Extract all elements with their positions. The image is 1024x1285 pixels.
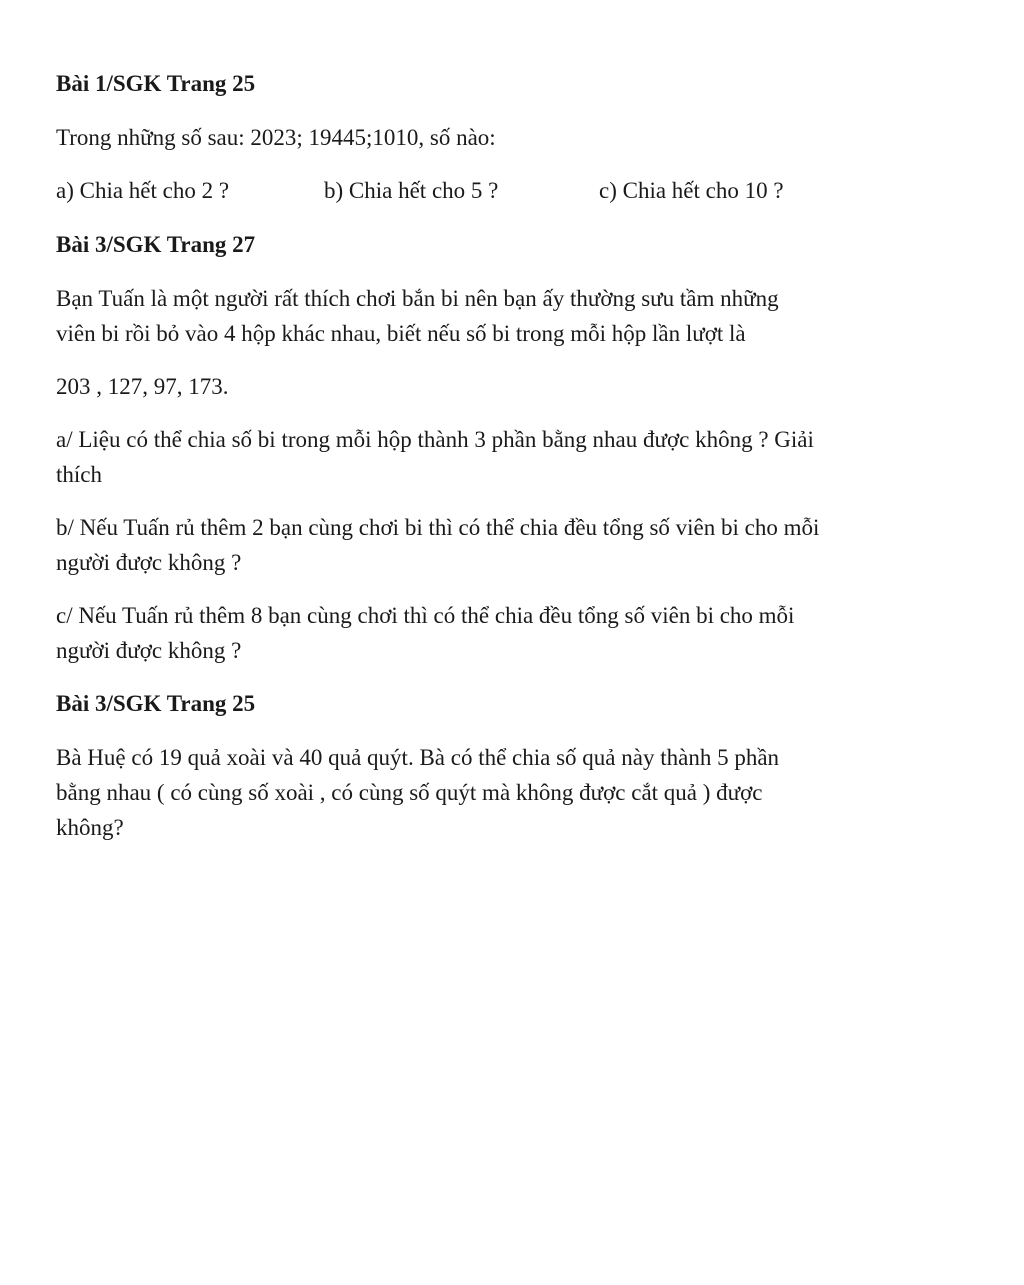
section2-part-a-line2: thích bbox=[56, 462, 102, 487]
document-page bbox=[56, 66, 956, 845]
section3-line3: không? bbox=[56, 815, 124, 840]
section3-heading: Bài 3/SGK Trang 25 bbox=[56, 691, 256, 716]
section2-part-c-line1: c/ Nếu Tuấn rủ thêm 8 bạn cùng chơi thì có thể chia đều tổng số viên bi cho mỗi bbox=[56, 603, 795, 628]
section1-options bbox=[56, 173, 956, 209]
section2-intro-line1: Bạn Tuấn là một người rất thích chơi bắn bi nên bạn ấy thường sưu tầm những bbox=[56, 286, 779, 311]
section2-part-a-line1: a/ Liệu có thể chia số bi trong mỗi hộp thành 3 phần bằng nhau được không ? Giải bbox=[56, 427, 814, 452]
option-b: b) Chia hết cho 5 ? bbox=[324, 178, 499, 203]
section2-part-b-line2: người được không ? bbox=[56, 550, 242, 575]
section2-intro-line2: viên bi rồi bỏ vào 4 hộp khác nhau, biết nếu số bi trong mỗi hộp lần lượt là bbox=[56, 321, 746, 346]
section3-line2: bằng nhau ( có cùng số xoài , có cùng số quýt mà không được cắt quả ) được bbox=[56, 780, 763, 805]
section2-numbers: 203 , 127, 97, 173. bbox=[56, 374, 229, 399]
option-a: a) Chia hết cho 2 ? bbox=[56, 178, 230, 203]
section1-heading: Bài 1/SGK Trang 25 bbox=[56, 71, 256, 96]
section2-heading: Bài 3/SGK Trang 27 bbox=[56, 232, 256, 257]
section3-line1: Bà Huệ có 19 quả xoài và 40 quả quýt. Bà có thể chia số quả này thành 5 phần bbox=[56, 745, 780, 770]
option-c: c) Chia hết cho 10 ? bbox=[599, 178, 784, 203]
section1-question: Trong những số sau: 2023; 19445;1010, số nào: bbox=[56, 125, 496, 150]
section2-part-c-line2: người được không ? bbox=[56, 638, 242, 663]
section2-part-b-line1: b/ Nếu Tuấn rủ thêm 2 bạn cùng chơi bi thì có thể chia đều tổng số viên bi cho mỗi bbox=[56, 515, 820, 540]
